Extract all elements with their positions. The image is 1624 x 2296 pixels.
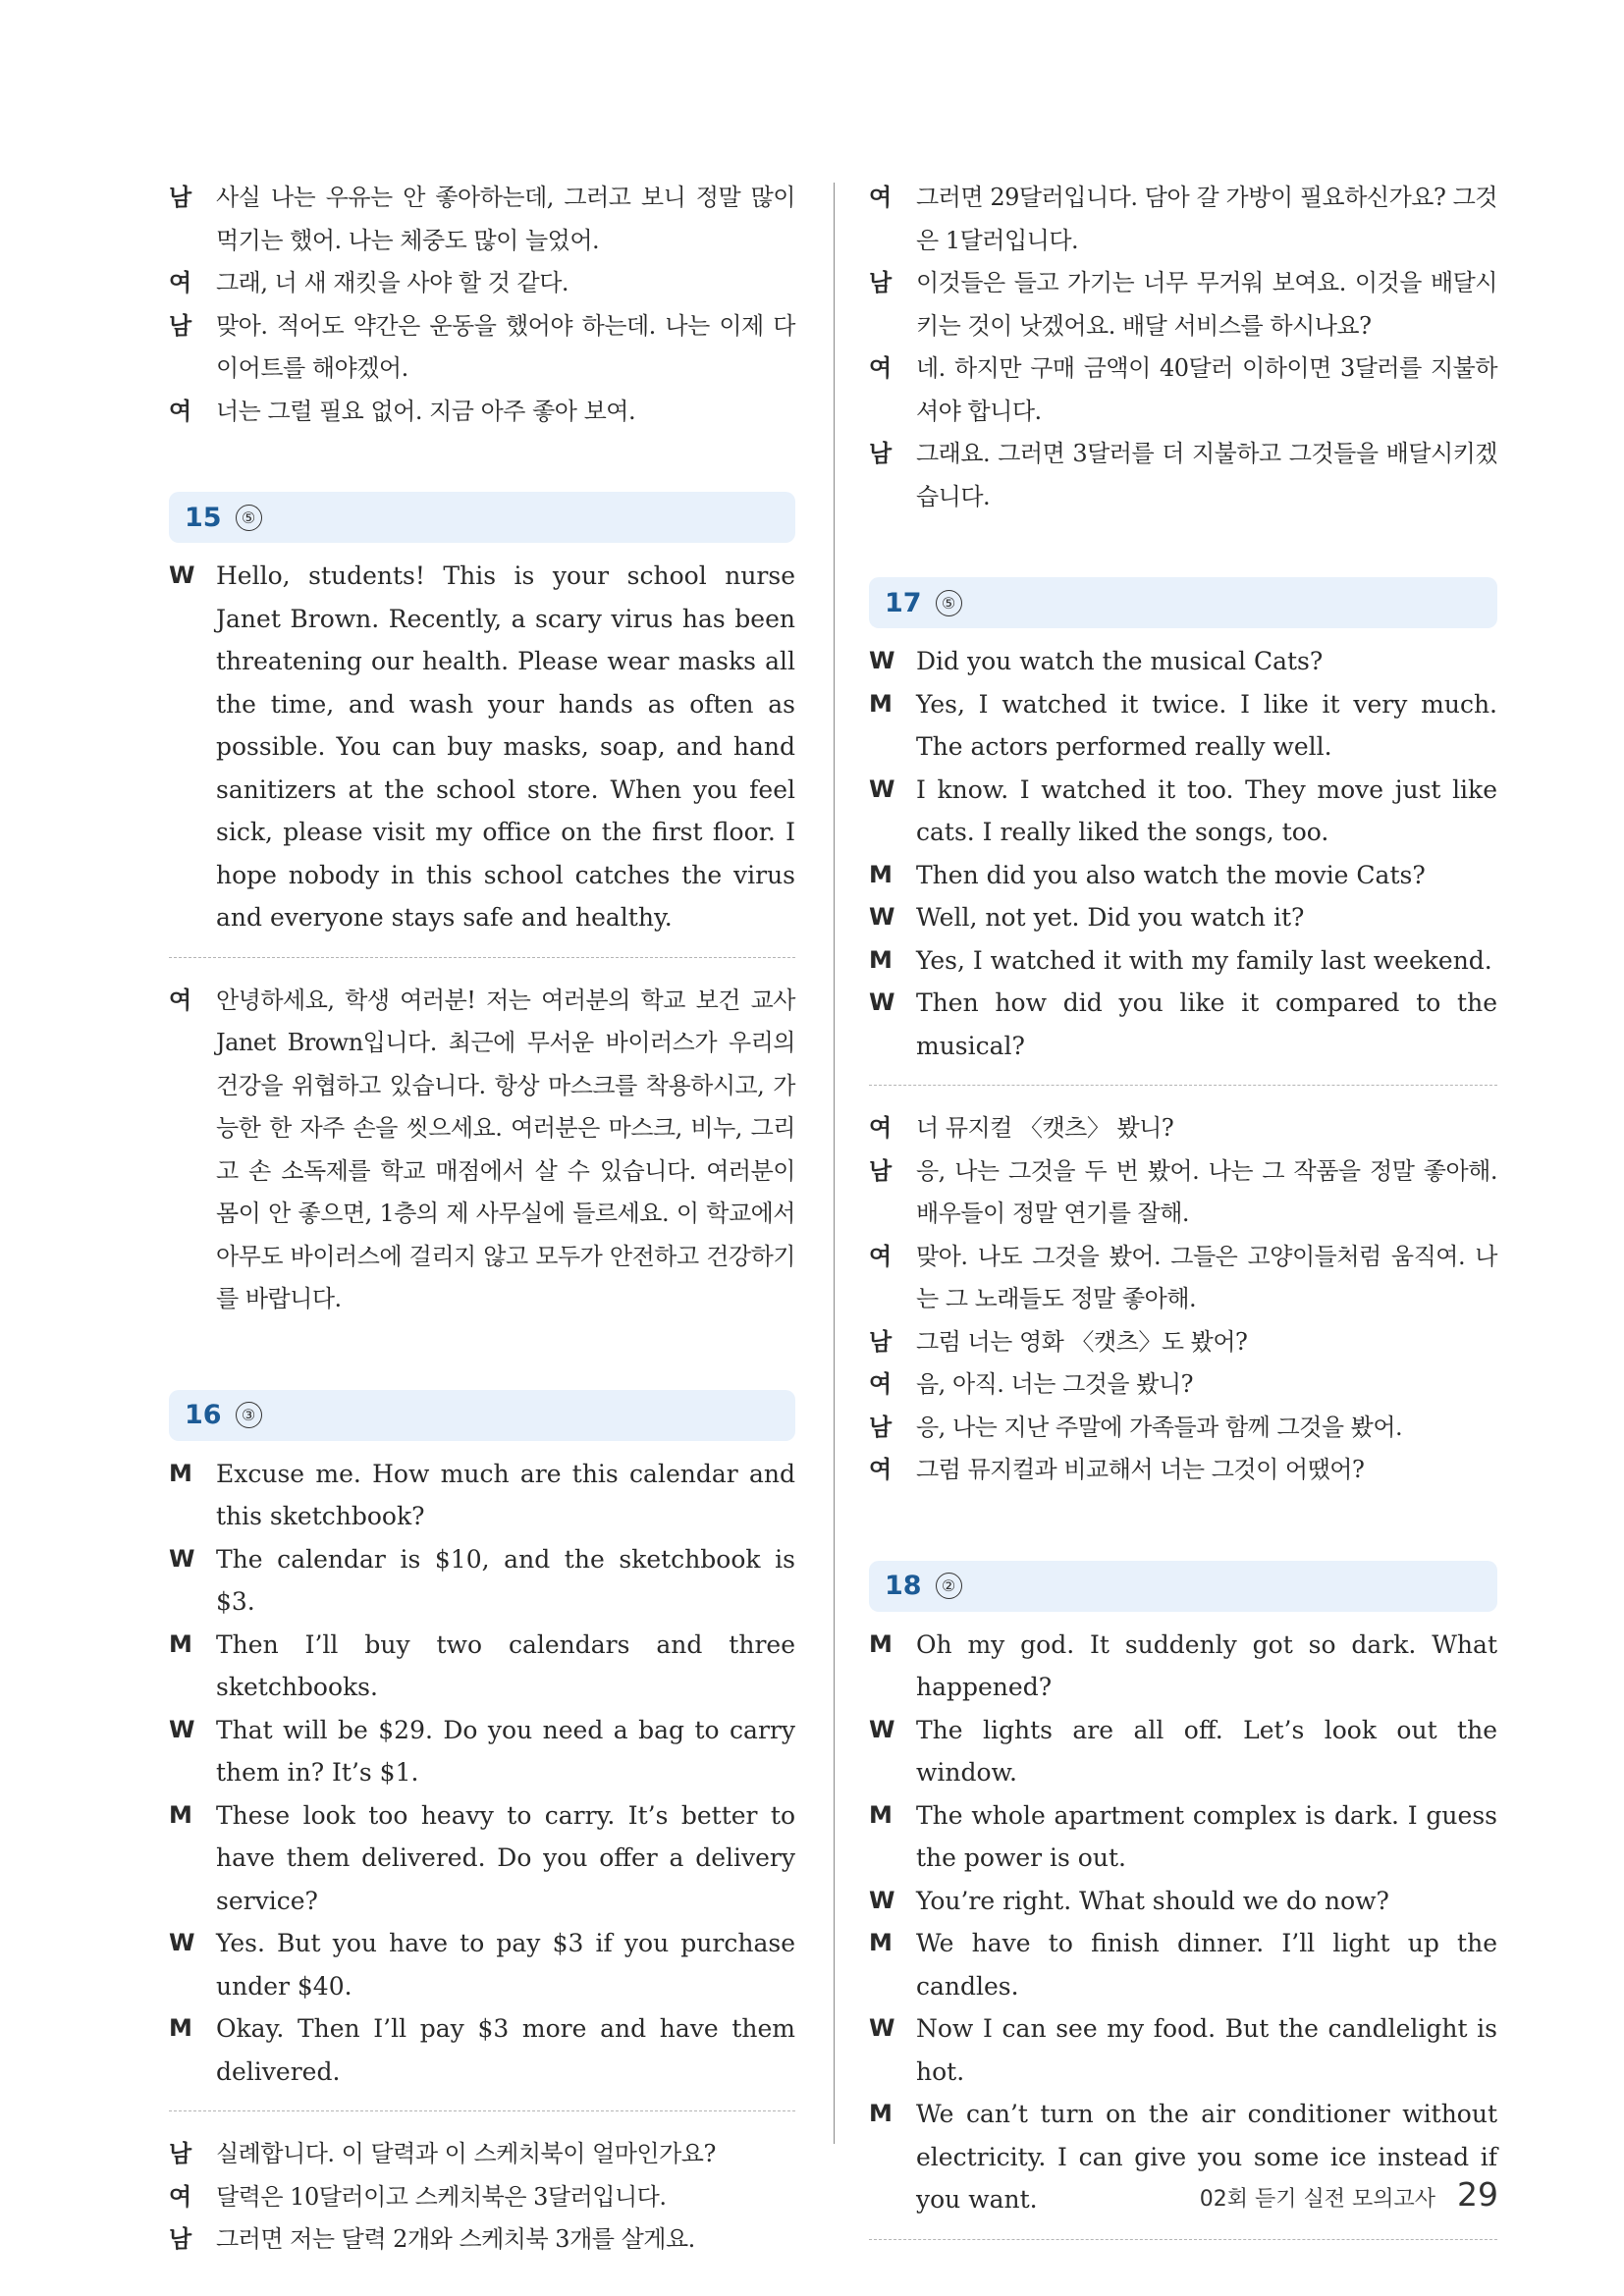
line-text: 너는 그럴 필요 없어. 지금 아주 좋아 보여. <box>216 397 636 425</box>
line-text: 이것들은 들고 가기는 너무 무거워 보여요. 이것을 배달시키는 것이 낫겠어요. 배달 서비스를 하시나요? <box>916 269 1497 340</box>
speaker: 남 <box>169 311 191 340</box>
speaker: M <box>169 2014 192 2042</box>
line-text: 실례합니다. 이 달력과 이 스케치북이 얼마인가요? <box>216 2140 716 2167</box>
speaker: 남 <box>869 1327 892 1356</box>
dialogue-line <box>869 1107 1497 1150</box>
dialogue-line <box>169 1709 795 1794</box>
line-text: 너 뮤지컬 〈캣츠〉 봤니? <box>916 1114 1174 1142</box>
speaker: 남 <box>869 1413 892 1441</box>
speaker: 남 <box>869 440 892 467</box>
speaker: M <box>869 689 893 718</box>
speaker: M <box>869 945 893 974</box>
dialogue-line <box>169 555 795 939</box>
speaker: 남 <box>169 2140 191 2167</box>
dialogue-line <box>869 939 1497 983</box>
speaker: M <box>169 1800 192 1829</box>
line-text: The calendar is $10, and the sketchbook is $3. <box>216 1544 795 1616</box>
dialogue-line <box>869 1449 1497 1492</box>
line-text: 맞아. 나도 그것을 봤어. 그들은 고양이들처럼 움직여. 나는 그 노래들도 정말 좋아해. <box>916 1242 1497 1312</box>
dialogue-line <box>169 262 795 305</box>
line-text: We can’t turn on the air conditioner without electricity. I can give you some ice instead if you want. <box>916 2100 1497 2214</box>
line-text: 그래요. 그러면 3달러를 더 지불하고 그것들을 배달시키겠습니다. <box>916 440 1497 510</box>
line-text: Did you watch the musical Cats? <box>916 647 1324 675</box>
dialogue-line <box>869 1150 1497 1236</box>
speaker: M <box>869 2100 893 2127</box>
dialogue-line <box>869 896 1497 939</box>
line-text: That will be $29. Do you need a bag to carry them in? It’s $1. <box>216 1715 795 1787</box>
line-text: 그럼 뮤지컬과 비교해서 너는 그것이 어땠어? <box>916 1456 1365 1483</box>
line-text: Now I can see my food. But the candlelight is hot. <box>916 2014 1497 2086</box>
dialogue-line <box>169 391 795 434</box>
line-text: 네. 하지만 구매 금액이 40달러 이하이면 3달러를 지불하셔야 합니다. <box>916 354 1497 425</box>
speaker: M <box>869 1629 893 1658</box>
line-text: Yes, I watched it twice. I like it very much. The actors performed really well. <box>916 689 1497 761</box>
line-text: 그러면 저는 달력 2개와 스케치북 3개를 살게요. <box>216 2225 695 2253</box>
question-18 <box>869 1561 1497 2240</box>
speaker: W <box>869 774 895 803</box>
dialogue-line <box>869 177 1497 262</box>
speaker: W <box>869 903 895 931</box>
line-text: The lights are all off. Let’s look out the window. <box>916 1715 1497 1787</box>
line-text: 사실 나는 우유는 안 좋아하는데, 그러고 보니 정말 많이 먹기는 했어. 나는 체중도 많이 늘었어. <box>216 184 795 254</box>
question-17 <box>869 577 1497 1492</box>
line-text: Then did you also watch the movie Cats? <box>916 860 1426 889</box>
right-column <box>869 177 1497 2262</box>
dashed-divider <box>869 2239 1497 2240</box>
dialogue-line <box>869 1709 1497 1794</box>
question-header <box>869 1561 1497 1612</box>
line-text: 그럼 너는 영화 〈캣츠〉도 봤어? <box>916 1327 1248 1356</box>
dialogue-line <box>169 305 795 391</box>
line-text: 응, 나는 지난 주말에 가족들과 함께 그것을 봤어. <box>916 1413 1403 1441</box>
answer-circle-icon: ⑤ <box>236 505 262 531</box>
speaker: 여 <box>869 1370 892 1398</box>
line-text: I know. I watched it too. They move just like cats. I really liked the songs, too. <box>916 774 1497 846</box>
dialogue-line <box>169 1794 795 1923</box>
dialogue-line <box>869 262 1497 347</box>
dashed-divider <box>169 957 795 958</box>
line-text: Oh my god. It suddenly got so dark. What happened? <box>916 1629 1497 1701</box>
speaker: M <box>869 860 893 888</box>
dialogue-line <box>869 1363 1497 1407</box>
line-text: You’re right. What should we do now? <box>916 1886 1389 1915</box>
answer-circle-icon: ⑤ <box>936 590 962 616</box>
line-text: Okay. Then I’ll pay $3 more and have them delivered. <box>216 2014 795 2086</box>
speaker: M <box>869 1929 893 1956</box>
speaker: 여 <box>869 1242 892 1270</box>
dialogue-line <box>169 1453 795 1538</box>
speaker: W <box>869 2014 895 2042</box>
dashed-divider <box>169 2110 795 2111</box>
line-text: 달력은 10달러이고 스케치북은 3달러입니다. <box>216 2182 667 2211</box>
line-text: 안녕하세요, 학생 여러분! 저는 여러분의 학교 보건 교사 Janet Brown입니다. 최근에 무서운 바이러스가 우리의 건강을 위협하고 있습니다. 항상 마스크를 착용하시고, 가능한 한 자주 손을 씻으세요. 여러분은 마스크, 비누, 그리고 손 소독제를 학교 매점에서 살 수 있습니다. 여러분이 몸이 안 좋으면, 1층의 제 사무실에 들르세요. 이 학교에서 아무도 바이러스에 걸리지 않고 모두가 안전하고 건강하기를 바랍니다. <box>216 986 795 1312</box>
page-number: 29 <box>1457 2175 1498 2214</box>
line-text: Hello, students! This is your school nurse Janet Brown. Recently, a scary virus has been threatening our health. Please wear masks all the time, and wash your hands as often as possible. You can buy masks, soap, and hand sanitizers at the school store. When you feel sick, please visit my office on the first floor. I hope nobody in this school catches the virus and everyone stays safe and healthy. <box>216 561 795 932</box>
dialogue-line <box>869 2007 1497 2093</box>
speaker: W <box>869 647 895 674</box>
speaker: M <box>169 1459 192 1487</box>
dialogue-line <box>169 1624 795 1709</box>
dialogue-line <box>869 1624 1497 1709</box>
dialogue-line <box>869 982 1497 1067</box>
column-divider <box>834 183 835 2144</box>
question-15 <box>169 492 795 1321</box>
line-text: The whole apartment complex is dark. I guess the power is out. <box>916 1800 1497 1872</box>
line-text: 그러면 29달러입니다. 담아 갈 가방이 필요하신가요? 그것은 1달러입니다. <box>916 184 1497 254</box>
dialogue-line <box>869 347 1497 433</box>
question-header <box>169 1390 795 1441</box>
dialogue-line <box>869 1236 1497 1321</box>
question-header <box>169 492 795 543</box>
dialogue-line <box>869 433 1497 518</box>
dialogue-line <box>169 980 795 1321</box>
speaker: 여 <box>869 1456 892 1483</box>
line-text: Yes, I watched it with my family last weekend. <box>916 945 1492 975</box>
intro-dialogue-left <box>169 177 795 433</box>
speaker: 여 <box>869 354 892 382</box>
speaker: 남 <box>869 269 892 296</box>
line-text: Well, not yet. Did you watch it? <box>916 903 1305 932</box>
speaker: 여 <box>169 397 191 425</box>
line-text: 응, 나는 그것을 두 번 봤어. 나는 그 작품을 정말 좋아해. 배우들이 정말 연기를 잘해. <box>916 1156 1497 1227</box>
dialogue-line <box>869 640 1497 683</box>
question-16 <box>169 1390 795 2262</box>
dialogue-line <box>169 2218 795 2262</box>
question-header <box>869 577 1497 628</box>
question-number: 15 <box>185 502 222 533</box>
speaker: M <box>869 1800 893 1829</box>
speaker: 여 <box>869 1114 892 1142</box>
dialogue-line <box>169 2176 795 2219</box>
dialogue-line <box>169 2007 795 2093</box>
line-text: These look too heavy to carry. It’s better to have them delivered. Do you offer a delivery service? <box>216 1800 795 1915</box>
footer-title: 02회 듣기 실전 모의고사 <box>1199 2187 1435 2212</box>
question-number: 16 <box>185 1400 222 1430</box>
dialogue-line <box>169 1922 795 2007</box>
speaker: W <box>169 1544 195 1573</box>
line-text: Then how did you like it compared to the musical? <box>916 988 1497 1060</box>
dialogue-line <box>869 1407 1497 1450</box>
answer-circle-icon: ③ <box>236 1402 262 1428</box>
dialogue-line <box>869 769 1497 854</box>
speaker: 여 <box>869 184 892 211</box>
dialogue-line <box>169 2133 795 2176</box>
dashed-divider <box>869 1085 1497 1086</box>
line-text: 음, 아직. 너는 그것을 봤니? <box>916 1370 1193 1398</box>
speaker: W <box>869 1715 895 1743</box>
dialogue-line <box>169 177 795 262</box>
speaker: W <box>169 561 195 589</box>
line-text: We have to finish dinner. I’ll light up the candles. <box>916 1929 1497 2001</box>
line-text: 그래, 너 새 재킷을 사야 할 것 같다. <box>216 269 569 296</box>
speaker: 남 <box>169 2225 191 2253</box>
dialogue-line <box>869 1321 1497 1364</box>
speaker: W <box>169 1929 195 1956</box>
left-column <box>169 177 795 2262</box>
speaker: W <box>169 1715 195 1743</box>
speaker: 여 <box>169 986 191 1014</box>
speaker: 남 <box>169 184 191 211</box>
intro-dialogue-right <box>869 177 1497 518</box>
question-number: 17 <box>885 587 922 618</box>
answer-circle-icon: ② <box>936 1573 962 1599</box>
speaker: M <box>169 1629 192 1658</box>
speaker: 여 <box>169 269 191 296</box>
page-footer <box>1200 2175 1498 2214</box>
dialogue-line <box>869 1880 1497 1923</box>
dialogue-line <box>869 1794 1497 1880</box>
line-text: Then I’ll buy two calendars and three sketchbooks. <box>216 1629 795 1701</box>
speaker: 남 <box>869 1156 892 1185</box>
line-text: Excuse me. How much are this calendar and this sketchbook? <box>216 1459 795 1530</box>
speaker: W <box>869 1886 895 1914</box>
dialogue-line <box>869 1922 1497 2007</box>
speaker: W <box>869 988 895 1016</box>
dialogue-line <box>869 854 1497 897</box>
dialogue-line <box>169 1538 795 1624</box>
dialogue-line <box>869 683 1497 769</box>
speaker: 여 <box>169 2182 191 2211</box>
line-text: 맞아. 적어도 약간은 운동을 했어야 하는데. 나는 이제 다이어트를 해야겠어. <box>216 311 795 382</box>
question-number: 18 <box>885 1571 922 1601</box>
line-text: Yes. But you have to pay $3 if you purchase under $40. <box>216 1929 795 2001</box>
